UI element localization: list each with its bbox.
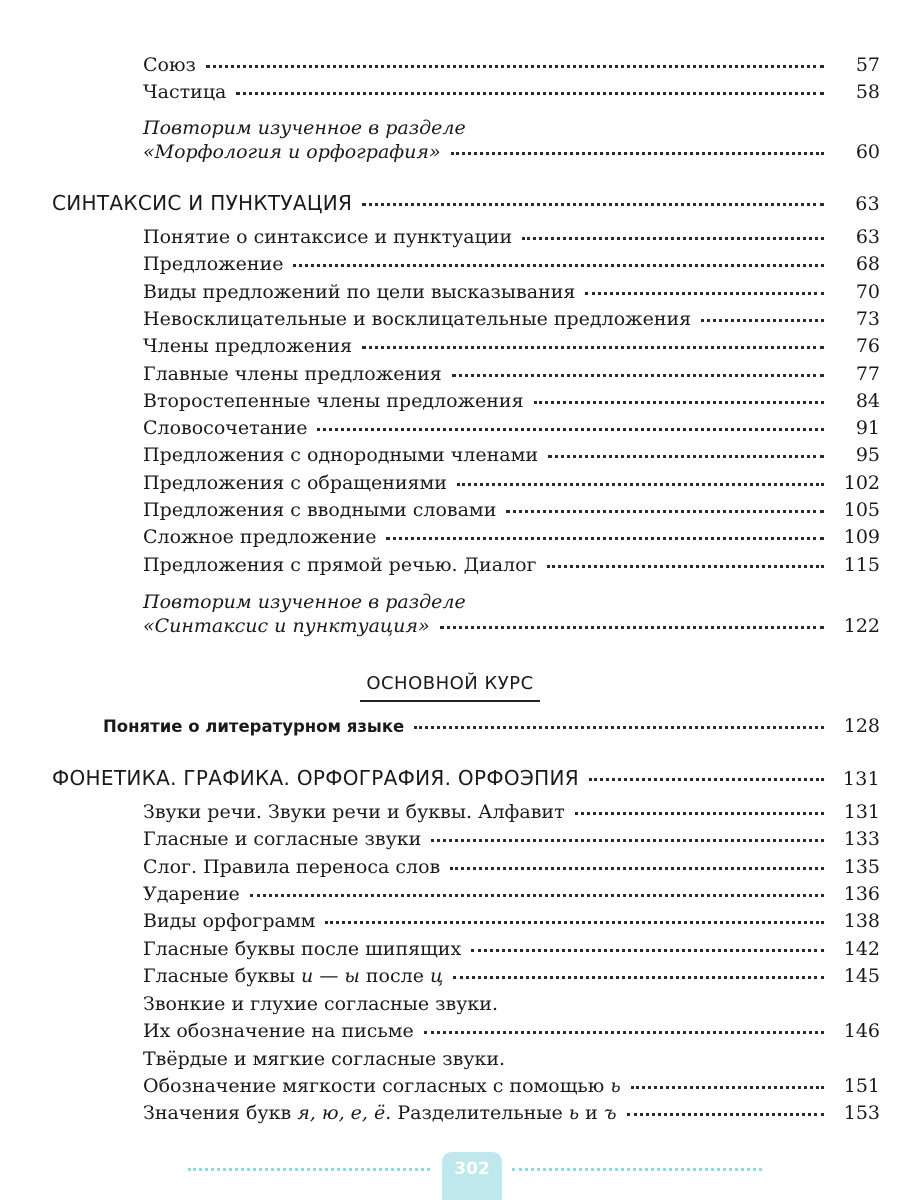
section-title: ФОНЕТИКА. ГРАФИКА. ОРФОГРАФИЯ. ОРФОЭПИЯ: [52, 766, 579, 790]
toc-entry-page: 68: [855, 253, 880, 276]
toc-entry-title: Сложное предложение: [143, 526, 377, 549]
dot-leader: [627, 1113, 824, 1116]
dot-leader: [236, 92, 824, 95]
section-page: 63: [855, 193, 880, 215]
dot-leader: [589, 778, 824, 781]
toc-entry-literary-language[interactable]: [103, 714, 880, 739]
dot-leader: [452, 374, 824, 377]
toc-entry-page: 145: [843, 965, 880, 987]
toc-entry-title: Предложения с однородными членами: [143, 444, 539, 467]
toc-entry-title: Гласные и согласные звуки: [143, 828, 422, 851]
toc-entry-page: 153: [843, 1102, 880, 1124]
toc-entry[interactable]: [143, 800, 880, 824]
toc-entry-page: 57: [855, 54, 880, 76]
toc-entry[interactable]: [143, 53, 880, 77]
toc-entry-title: «Морфология и орфография»: [143, 141, 441, 163]
page-number-badge: 302: [442, 1152, 502, 1200]
toc-entry-page: 105: [843, 499, 880, 521]
dot-leader: [547, 565, 824, 568]
dot-leader: [431, 839, 824, 842]
toc-entry-title: [143, 964, 443, 988]
toc-entry-title: Звуки речи. Звуки речи и буквы. Алфавит: [143, 801, 565, 823]
toc-entry-title: Предложения с обращениями: [143, 471, 447, 494]
toc-entry[interactable]: [143, 80, 880, 104]
title-letter: ц: [429, 965, 444, 987]
dot-leader: [453, 976, 824, 979]
title-text: Гласные буквы: [143, 965, 302, 987]
toc-entry-title: Понятие о синтаксисе и пунктуации: [143, 226, 513, 248]
toc-entry[interactable]: [143, 252, 880, 276]
dot-leader: [414, 726, 824, 729]
toc-entry-title: [143, 1101, 617, 1125]
toc-entry-page: 63: [855, 226, 880, 248]
review-morphology-line1: Повторим изученное в разделе: [143, 117, 466, 139]
toc-entry[interactable]: [143, 882, 880, 906]
section-heading-phonetics[interactable]: [52, 765, 880, 792]
dot-leader: [424, 1031, 824, 1034]
toc-entry-page: 60: [855, 141, 880, 163]
dot-leader: [522, 237, 824, 240]
toc-entry-page: 128: [843, 715, 880, 737]
page-footer: [0, 1150, 900, 1200]
dot-leader: [457, 483, 824, 486]
toc-entry[interactable]: [143, 443, 880, 467]
toc-entry[interactable]: [143, 416, 880, 440]
toc-entry-title: Главные члены предложения: [143, 362, 442, 385]
dot-leader: [534, 401, 824, 404]
toc-entry-title: Члены предложения: [143, 335, 353, 358]
toc-entry-title: Словосочетание: [143, 417, 308, 440]
toc-entry-page: 146: [843, 1020, 880, 1042]
dot-leader: [293, 264, 824, 267]
toc-entry-letters-meaning[interactable]: [143, 1101, 880, 1125]
toc-entry-page: 70: [855, 280, 880, 303]
dot-leader: [585, 292, 824, 295]
toc-entry-title: Предложения с прямой речью. Диалог: [143, 553, 537, 576]
section-heading-syntax[interactable]: [52, 190, 880, 217]
dot-leader: [548, 455, 824, 458]
toc-entry-title: Второстепенные члены предложения: [143, 389, 524, 412]
toc-entry[interactable]: [143, 280, 880, 304]
toc-entry-page: 142: [843, 937, 880, 960]
review-syntax-line1: Повторим изученное в разделе: [143, 591, 466, 613]
toc-entry[interactable]: [143, 909, 880, 933]
section-page: 131: [842, 768, 880, 790]
toc-entry-title: «Синтаксис и пунктуация»: [143, 615, 430, 637]
toc-entry-title: Частица: [143, 81, 227, 103]
dot-leader: [386, 537, 824, 540]
toc-entry-page: 58: [855, 81, 880, 103]
hard-soft-line1: Твёрдые и мягкие согласные звуки.: [143, 1048, 506, 1070]
dot-leader: [450, 867, 824, 870]
dot-leader: [506, 510, 824, 513]
toc-entry-page: 73: [855, 307, 880, 330]
toc-entry-page: 151: [843, 1075, 880, 1097]
toc-entry-voiced[interactable]: [143, 1019, 880, 1043]
toc-entry-page: 115: [843, 553, 880, 576]
title-letter: ь: [568, 1102, 580, 1124]
toc-entry-title: Союз: [143, 54, 196, 76]
toc-entry-vowels-after-ts[interactable]: [143, 964, 880, 988]
toc-entry-hard-soft[interactable]: [143, 1074, 880, 1098]
toc-entry-page: 109: [843, 526, 880, 549]
toc-entry[interactable]: [143, 937, 880, 961]
toc-entry-title: Невосклицательные и восклицательные предложения: [143, 307, 692, 330]
section-title: СИНТАКСИС И ПУНКТУАЦИЯ: [52, 191, 353, 215]
dot-leader: [362, 203, 824, 206]
dot-leader: [317, 428, 824, 431]
voiced-line1: Звонкие и глухие согласные звуки.: [143, 993, 498, 1015]
toc-entry-title: Их обозначение на письме: [143, 1020, 414, 1042]
toc-entry[interactable]: [143, 225, 880, 249]
dot-leader: [451, 152, 824, 155]
toc-entry-title: Предложения с вводными словами: [143, 499, 497, 521]
toc-entry-page: 136: [843, 882, 880, 905]
toc-entry[interactable]: [143, 334, 880, 358]
title-letters: я, ю, е, ё: [297, 1102, 386, 1124]
dot-leader: [325, 921, 824, 924]
toc-entry-page: 102: [843, 471, 880, 494]
footer-dotted-line: [188, 1168, 430, 1171]
dot-leader: [250, 894, 824, 897]
toc-entry-page: 131: [843, 801, 880, 823]
toc-entry[interactable]: [143, 307, 880, 331]
toc-entry-review-syntax[interactable]: [143, 614, 880, 638]
dot-leader: [471, 949, 824, 952]
toc-entry-page: 138: [843, 910, 880, 933]
toc-entry[interactable]: [143, 553, 880, 577]
toc-entry-title: Виды предложений по цели высказывания: [143, 280, 576, 303]
main-course-heading-text: ОСНОВНОЙ КУРС: [360, 673, 539, 702]
title-text: и: [579, 1102, 604, 1124]
toc-entry-title: Гласные буквы после шипящих: [143, 937, 462, 960]
toc-entry-title: Ударение: [143, 882, 240, 905]
dot-leader: [575, 812, 824, 815]
title-text: Обозначение мягкости согласных с помощью: [143, 1075, 611, 1097]
footer-dotted-line: [512, 1168, 762, 1171]
toc-entry-page: 122: [843, 615, 880, 637]
title-text: . Разделительные: [385, 1102, 569, 1124]
toc-entry[interactable]: [143, 471, 880, 495]
toc-entry[interactable]: [143, 498, 880, 522]
toc-entry-page: 95: [855, 444, 880, 467]
title-letter: ь: [610, 1075, 621, 1097]
toc-entry-page: 91: [855, 417, 880, 440]
toc-entry-title: Слог. Правила переноса слов: [143, 855, 441, 878]
toc-entry[interactable]: [143, 855, 880, 879]
dot-leader: [631, 1086, 824, 1089]
toc-entry-review-morphology[interactable]: [143, 140, 880, 164]
toc-entry-page: 84: [855, 389, 880, 412]
toc-entry[interactable]: [143, 389, 880, 413]
toc-entry[interactable]: [143, 362, 880, 386]
toc-entry-page: 77: [855, 362, 880, 385]
title-text: после: [359, 965, 430, 987]
dot-leader: [701, 319, 824, 322]
toc-entry-title: Виды орфограмм: [143, 910, 316, 933]
main-course-heading: [300, 673, 600, 702]
title-letters: и — ы: [301, 965, 360, 987]
dot-leader: [206, 65, 824, 68]
toc-entry-title: [143, 1074, 621, 1098]
toc-entry-page: 133: [843, 828, 880, 851]
title-letter: ъ: [603, 1102, 617, 1124]
dot-leader: [362, 346, 824, 349]
toc-entry[interactable]: [143, 827, 880, 851]
toc-entry-page: 76: [855, 335, 880, 358]
toc-entry[interactable]: [143, 525, 880, 549]
toc-entry-title: Понятие о литературном языке: [103, 717, 405, 736]
title-text: Значения букв: [143, 1102, 298, 1124]
dot-leader: [440, 626, 824, 629]
toc-entry-page: 135: [843, 855, 880, 878]
toc-entry-title: Предложение: [143, 253, 284, 276]
